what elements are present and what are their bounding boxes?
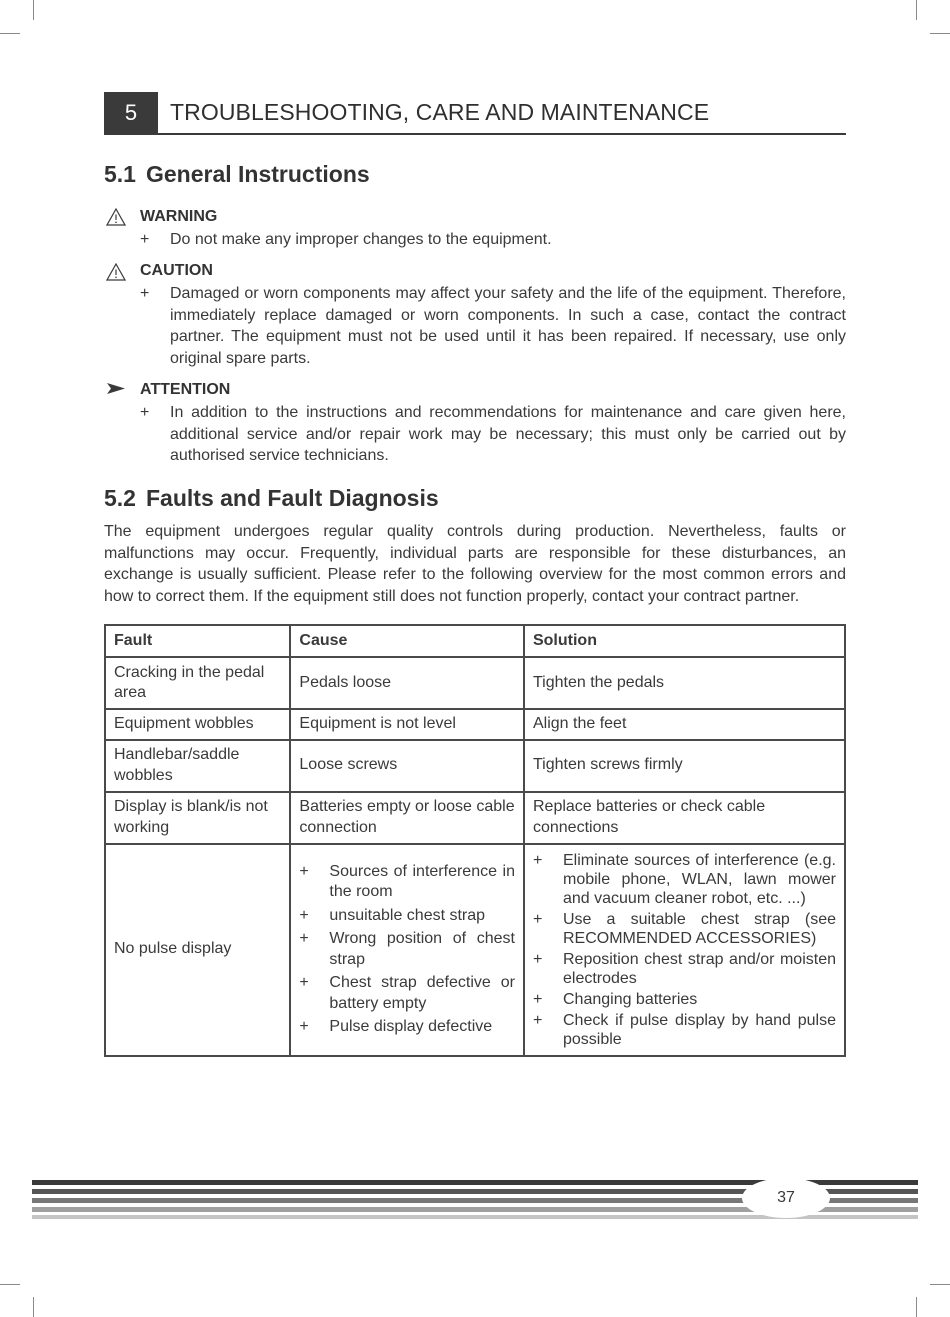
solution-text: Use a suitable chest strap (see RECOMMENDED ACCESSORIES)	[562, 910, 836, 947]
crop-mark	[33, 0, 34, 20]
list-item	[299, 973, 515, 1014]
bullet-plus: +	[532, 950, 543, 968]
bullet-plus: +	[140, 285, 150, 302]
section-number: 5.2	[104, 485, 136, 511]
list-item	[533, 910, 836, 948]
attention-label: ATTENTION	[140, 381, 231, 398]
cause-text: unsuitable chest strap	[329, 906, 486, 924]
bullet-plus: +	[140, 404, 150, 421]
bullet-plus: +	[532, 990, 543, 1008]
warning-label: WARNING	[140, 208, 218, 225]
warning-text: Do not make any improper changes to the equipment.	[170, 231, 552, 248]
section-heading-general-instructions	[104, 161, 370, 188]
caution-text: Damaged or worn components may affect your safety and the life of the equipment. Therefore, immediately replace damaged or worn components. In such a case, contact the contract partner. The equipment must not be used until it has been repaired. If necessary, use only original spare parts.	[170, 285, 846, 367]
solution-cell: Align the feet	[524, 709, 845, 740]
fault-cell: Handlebar/saddle wobbles	[105, 740, 290, 792]
caution-triangle-icon	[106, 263, 126, 281]
cause-cell-list	[290, 844, 524, 1056]
attention-item	[140, 402, 846, 467]
list-item	[533, 851, 836, 908]
fault-diagnosis-table	[104, 624, 846, 1057]
fault-cell: No pulse display	[105, 844, 290, 1056]
table-row	[105, 657, 845, 709]
attention-text: In addition to the instructions and recommendations for maintenance and care given here, additional service and/or repair work may be necessary; this must only be carried out by authorised service technicians.	[170, 404, 846, 464]
page-number: 37	[742, 1178, 830, 1218]
table-row	[105, 792, 845, 844]
warning-item	[140, 229, 846, 251]
section-heading-faults	[104, 485, 439, 512]
list-item	[533, 950, 836, 988]
bullet-plus: +	[532, 1011, 543, 1029]
fault-cell: Cracking in the pedal area	[105, 657, 290, 709]
solution-text: Reposition chest strap and/or moisten electrodes	[562, 950, 836, 987]
bullet-plus: +	[299, 1018, 309, 1035]
table-row	[105, 740, 845, 792]
arrow-pointer-icon	[106, 381, 126, 399]
solution-text: Changing batteries	[562, 990, 698, 1008]
solution-cell: Tighten screws firmly	[524, 740, 845, 792]
crop-mark	[0, 33, 20, 34]
crop-mark	[930, 1284, 950, 1285]
fault-cell: Equipment wobbles	[105, 709, 290, 740]
crop-mark	[33, 1297, 34, 1317]
solution-text: Eliminate sources of interference (e.g. mobile phone, WLAN, lawn mower and vacuum cleaner robot, etc. ...)	[562, 851, 836, 907]
crop-mark	[916, 1297, 917, 1317]
solution-cell-list	[524, 844, 845, 1056]
cause-cell: Pedals loose	[290, 657, 524, 709]
bullet-plus: +	[532, 910, 543, 928]
header-solution: Solution	[524, 625, 845, 657]
bullet-plus: +	[140, 231, 150, 248]
chapter-title: TROUBLESHOOTING, CARE AND MAINTENANCE	[170, 99, 710, 125]
header-cause: Cause	[290, 625, 524, 657]
cause-text: Sources of interference in the room	[329, 862, 515, 900]
list-item	[299, 929, 515, 970]
solution-text: Check if pulse display by hand pulse possible	[562, 1011, 836, 1048]
caution-label: CAUTION	[140, 262, 213, 279]
crop-mark	[916, 0, 917, 20]
caution-item	[140, 283, 846, 369]
faults-intro-paragraph: The equipment undergoes regular quality controls during production. Nevertheless, faults or malfunctions may occur. Frequently, individual parts are responsible for these disturbances, an exchange is usually sufficient. Please refer to the following overview for the most common errors and how to correct them. If the equipment still does not function properly, contact your contract partner.	[104, 523, 846, 605]
section-title: General Instructions	[146, 161, 370, 187]
section-number: 5.1	[104, 161, 136, 187]
cause-list	[299, 862, 515, 1038]
cause-cell: Loose screws	[290, 740, 524, 792]
warning-triangle-icon	[106, 208, 126, 226]
chapter-number: 5	[104, 92, 158, 133]
fault-cell: Display is blank/is not working	[105, 792, 290, 844]
table-header-row	[105, 625, 845, 657]
crop-mark	[0, 1284, 20, 1285]
list-item	[299, 906, 515, 927]
section-title: Faults and Fault Diagnosis	[146, 485, 439, 511]
crop-mark	[930, 33, 950, 34]
cause-text: Pulse display defective	[329, 1018, 493, 1035]
list-item	[533, 1011, 836, 1049]
solution-list	[533, 851, 836, 1049]
chapter-header	[104, 92, 846, 135]
cause-cell: Batteries empty or loose cable connection	[290, 792, 524, 844]
list-item	[533, 990, 836, 1009]
bullet-plus: +	[532, 851, 543, 869]
cause-text: Chest strap defective or battery empty	[329, 974, 515, 1012]
table-row-pulse	[105, 844, 845, 1056]
cause-cell: Equipment is not level	[290, 709, 524, 740]
bullet-plus: +	[299, 930, 309, 947]
cause-text: Wrong position of chest strap	[329, 930, 515, 968]
bullet-plus: +	[299, 906, 309, 924]
list-item	[299, 862, 515, 903]
header-fault: Fault	[105, 625, 290, 657]
solution-cell: Tighten the pedals	[524, 657, 845, 709]
table-row	[105, 709, 845, 740]
solution-cell: Replace batteries or check cable connections	[524, 792, 845, 844]
list-item	[299, 1017, 515, 1038]
bullet-plus: +	[299, 862, 309, 880]
bullet-plus: +	[299, 974, 309, 991]
